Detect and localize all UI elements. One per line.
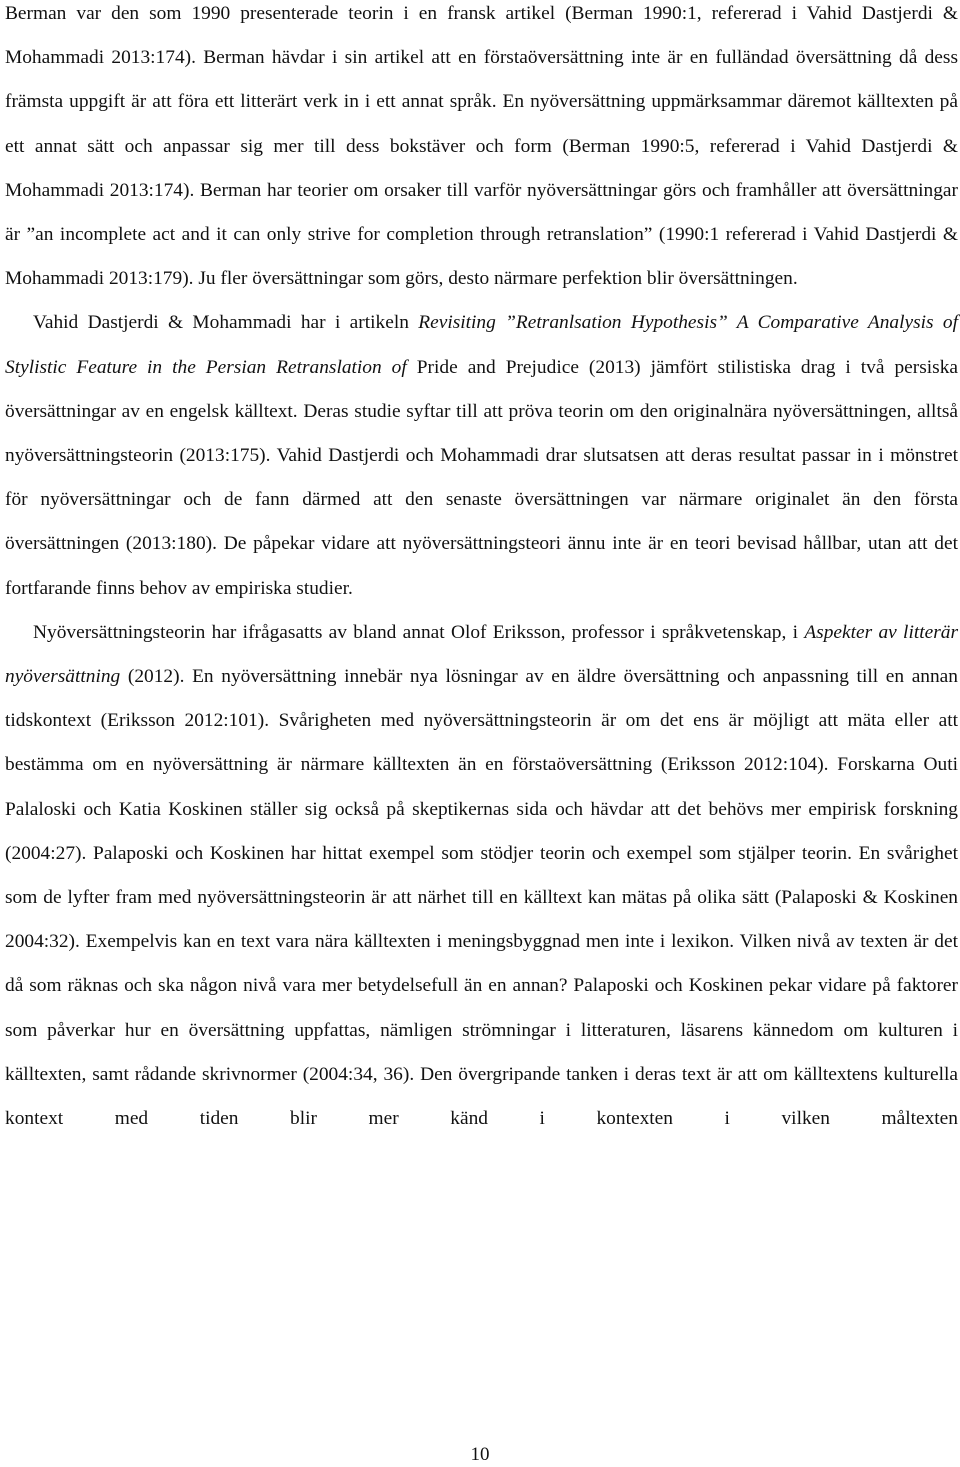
- body-text: [5, 0, 958, 1141]
- paragraph-2: [5, 301, 958, 610]
- paragraph-3-text-b: (2012). En nyöversättning innebär nya lösningar av en äldre översättning och anpassning till en annan tidskontext (Eriksson 2012:101). Svårigheten med nyöversättningsteorin är om det ens är möjligt att mäta eller att bestämma om en nyöversättning är närmare källtexten än en förstaöversättning (Eriksson 2012:104). Forskarna Outi Palaloski och Katia Koskinen ställer sig också på skeptikernas sida och hävdar att det behövs mer empirisk forskning (2004:27). Palaposki och Koskinen har hittat exempel som stödjer teorin och exempel som stjälper teorin. En svårighet som de lyfter fram med nyöversättningsteorin är att närhet till en källtext kan mätas på olika sätt (Palaposki & Koskinen 2004:32). Exempelvis kan en text vara nära källtexten i meningsbyggnad men inte i lexikon. Vilken nivå av texten är det då som räknas och ska någon nivå vara mer betydelsefull än en annan? Palaposki och Koskinen pekar vidare på faktorer som påverkar hur en översättning uppfattas, nämligen strömningar i litteraturen, läsarens kännedom om kulturen i källtexten, samt rådande skrivnormer (2004:34, 36). Den övergripande tanken i deras text är att om källtextens kulturella kontext med tiden blir mer känd i kontexten i vilken måltexten: [5, 666, 958, 1130]
- paragraph-3-book-title: Aspekter av litterär nyöversättning: [5, 621, 958, 688]
- paragraph-1-text: Berman var den som 1990 presenterade teorin i en fransk artikel (Berman 1990:1, refererad i Vahid Dastjerdi & Mohammadi 2013:174). Berman hävdar i sin artikel att en förstaöversättning inte är en fulländad översättning då dess främsta uppgift är att föra ett litterärt verk in i ett annat språk. En nyöversättning uppmärksammar däremot källtexten på ett annat sätt och anpassar sig mer till dess bokstäver och form (Berman 1990:5, refererad i Vahid Dastjerdi & Mohammadi 2013:174). Berman har teorier om orsaker till varför nyöversättningar görs och framhåller att översättningar är ”an incomplete act and it can only strive for completion through retranslation” (1990:1 refererad i Vahid Dastjerdi & Mohammadi 2013:179). Ju fler översättningar som görs, desto närmare perfektion blir översättningen.: [5, 3, 958, 290]
- paragraph-2-text-b: Pride and Prejudice (2013) jämfört stilistiska drag i två persiska översättningar av en engelsk källtext. Deras studie syftar till att pröva teorin om den originalnära nyöversättningen, alltså nyöversättningsteorin (2013:175). Vahid Dastjerdi och Mohammadi drar slutsatsen att deras resultat passar in i mönstret för nyöversättningar och de fann därmed att den senaste översättningen var närmare originalet än den första översättningen (2013:180). De påpekar vidare att nyöversättningsteori ännu inte är en teori bevisad hållbar, utan att det fortfarande finns behov av empiriska studier.: [5, 356, 958, 599]
- paragraph-2-article-title: Revisiting ”Retranlsation Hypothesis” A Comparative Analysis of Stylistic Feature in the Persian Retranslation of: [5, 312, 959, 378]
- paragraph-2-text-a: Vahid Dastjerdi & Mohammadi har i artikeln: [33, 312, 419, 334]
- paragraph-3: [5, 611, 958, 1141]
- page-number: 10: [470, 1444, 490, 1465]
- paragraph-3-text-a: Nyöversättningsteorin har ifrågasatts av bland annat Olof Eriksson, professor i språkvetenskap, i: [33, 621, 805, 643]
- paragraph-1: [5, 0, 958, 301]
